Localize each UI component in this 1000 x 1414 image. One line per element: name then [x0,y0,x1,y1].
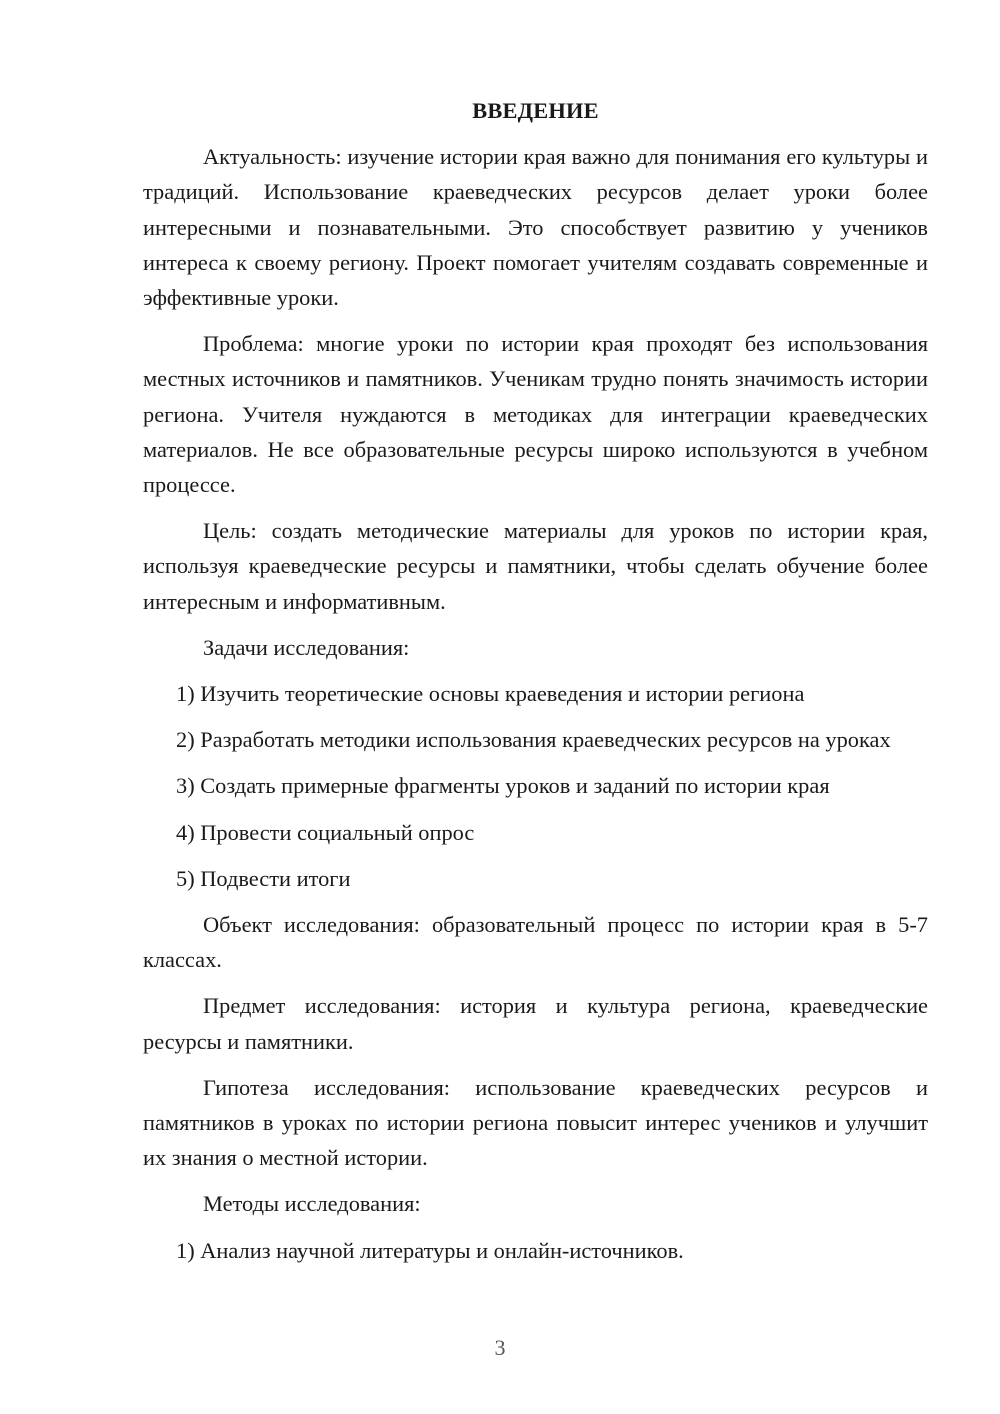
task-item-2: 2) Разработать методики использования краеведческих ресурсов на уроках [176,727,891,753]
hypothesis-paragraph: Гипотеза исследования: использование краеведческих ресурсов и памятников в уроках по истории региона повысит интерес учеников и улучшит их знания о местной истории. [143,1074,928,1171]
methods-label: Методы исследования: [203,1191,421,1217]
task-item-1: 1) Изучить теоретические основы краеведения и истории региона [176,681,805,707]
object-paragraph: Объект исследования: образовательный процесс по истории края в 5-7 классах. [143,912,928,973]
page-number: 3 [494,1335,506,1360]
method-item-1: 1) Анализ научной литературы и онлайн-источников. [176,1237,684,1263]
task-item-3: 3) Создать примерные фрагменты уроков и заданий по истории края [176,773,830,799]
section-title: ВВЕДЕНИЕ [472,98,599,123]
goal-paragraph: Цель: создать методические материалы для уроков по истории края, используя краеведческие ресурсы и памятники, чтобы сделать обучение более интересным и информативным. [143,518,928,614]
relevance-paragraph: Актуальность: изучение истории края важно для понимания его культуры и традиций. Использование краеведческих ресурсов делает уроки более интересными и познавательными. Это способствует развитию у учеников интереса к своему региону. Проект помогает учителям создавать современные и эффективные уроки. [143,144,928,311]
problem-paragraph: Проблема: многие уроки по истории края проходят без использования местных источников и памятников. Ученикам трудно понять значимость истории региона. Учителя нуждаются в методиках для интеграции краеведческих материалов. Не все образовательные ресурсы широко используются в учебном процессе. [143,331,928,498]
subject-paragraph: Предмет исследования: история и культура региона, краеведческие ресурсы и памятники. [143,993,928,1054]
task-item-5: 5) Подвести итоги [176,865,351,891]
tasks-label: Задачи исследования: [203,634,410,660]
document-page [143,93,928,1279]
task-item-4: 4) Провести социальный опрос [176,819,475,845]
